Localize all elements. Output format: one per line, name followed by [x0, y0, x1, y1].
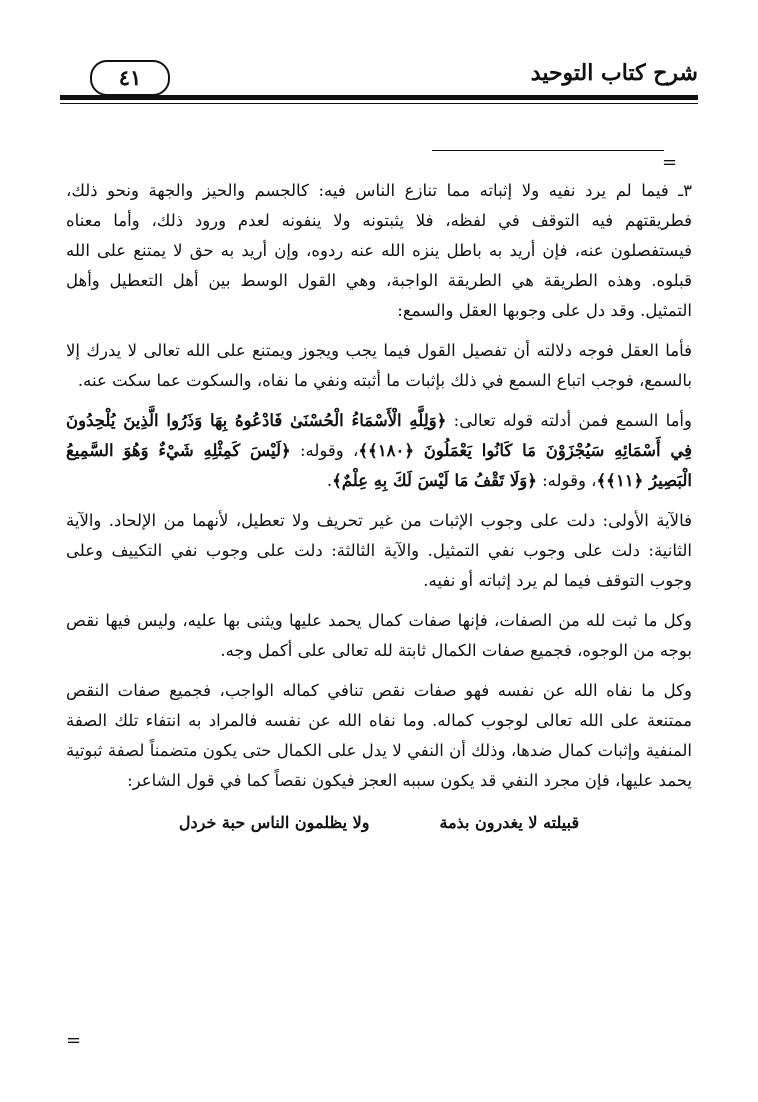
poem-hemistich-2: ولا يظلمون الناس حبة خردل	[178, 813, 370, 832]
body-text	[66, 176, 692, 838]
paragraph-3-intro: وأما السمع فمن أدلته قوله تعالى:	[446, 411, 692, 430]
paragraph-1: ٣ـ فيما لم يرد نفيه ولا إثباته مما تنازع الناس فيه: كالجسم والحيز والجهة ونحو ذلك، فطريقتهم فيه التوقف في لفظه، فلا يثبتونه ولا ينفونه لعدم ورود ذلك، وأما معناه فيستفصلون عنه، فإن أريد به باطل ينزه الله عنه ردوه، وإن أريد به حق لا يمتنع على الله قبلوه. وهذه الطريقة هي الطريقة الواجبة، وهي القول الوسط بين أهل التعطيل وأهل التمثيل. وقد دل على وجوبها العقل والسمع:	[66, 181, 692, 320]
continuation-mark-top: =	[662, 152, 678, 173]
paragraph-5: وكل ما ثبت لله من الصفات، فإنها صفات كمال يحمد عليها ويثنى بها عليه، وليس فيها نقص بوجه من الوجوه، فجميع صفات الكمال ثابتة لله تعالى على أكمل وجه.	[66, 611, 692, 660]
page-number: ٤١	[90, 60, 170, 96]
paragraph-2: فأما العقل فوجه دلالته أن تفصيل القول فيما يجب ويجوز ويمتنع على الله تعالى لا يدرك إلا بالسمع، فوجب اتباع السمع في ذلك بإثبات ما أثبته ونفي ما نفاه، والسكوت عما سكت عنه.	[66, 341, 692, 390]
paragraph-3-separator-2: ، وقوله:	[536, 471, 597, 490]
running-title: شرح كتاب التوحيد	[530, 60, 698, 86]
poem-hemistich-1: قبيلته لا يغدرون بذمة	[439, 813, 580, 832]
quran-verse-3: ﴿وَلَا تَقْفُ مَا لَيْسَ لَكَ بِهِ عِلْمٌ﴾	[332, 471, 537, 490]
footnote-separator	[432, 150, 664, 151]
paragraph-3-separator-1: ، وقوله:	[290, 441, 359, 460]
poem-verse	[66, 808, 692, 838]
continuation-mark-bottom: =	[66, 1030, 82, 1051]
paragraph-6: وكل ما نفاه الله عن نفسه فهو صفات نقص تنافي كماله الواجب، فجميع صفات النقص ممتنعة على الله تعالى لوجوب كماله. وما نفاه الله عن نفسه فالمراد به انتفاء تلك الصفة المنفية وإثبات كمال ضدها، وذلك أن النفي لا يدل على الكمال حتى يكون متضمناً لصفة ثبوتية يحمد عليها، فإن مجرد النفي قد يكون سببه العجز فيكون نقصاً كما في قول الشاعر:	[66, 681, 692, 790]
quran-verse-1: ﴿وَلِلَّهِ الْأَسْمَاءُ الْحُسْنَىٰ فَادْعُوهُ بِهَا وَذَرُوا الَّذِينَ يُلْحِدُونَ فِي أَسْمَائِهِ سَيُجْزَوْنَ مَا كَانُوا يَعْمَلُونَ ﴿١٨٠﴾﴾	[66, 411, 692, 460]
header-rule-thick	[60, 95, 698, 100]
paragraph-4: فالآية الأولى: دلت على وجوب الإثبات من غير تحريف ولا تعطيل، لأنهما من الإلحاد. والآية الثانية: دلت على وجوب نفي التمثيل. والآية الثالثة: دلت على وجوب نفي التكييف وعلى وجوب التوقف فيما لم يرد إثباته أو نفيه.	[66, 511, 692, 590]
paragraph-3	[66, 406, 692, 496]
paragraph-3-end: .	[326, 471, 333, 490]
quran-verse-2: ﴿لَيْسَ كَمِثْلِهِ شَيْءٌ وَهُوَ السَّمِيعُ الْبَصِيرُ ﴿١١﴾﴾	[66, 441, 692, 490]
header-rule-thin	[60, 103, 698, 104]
page-header	[60, 58, 698, 98]
